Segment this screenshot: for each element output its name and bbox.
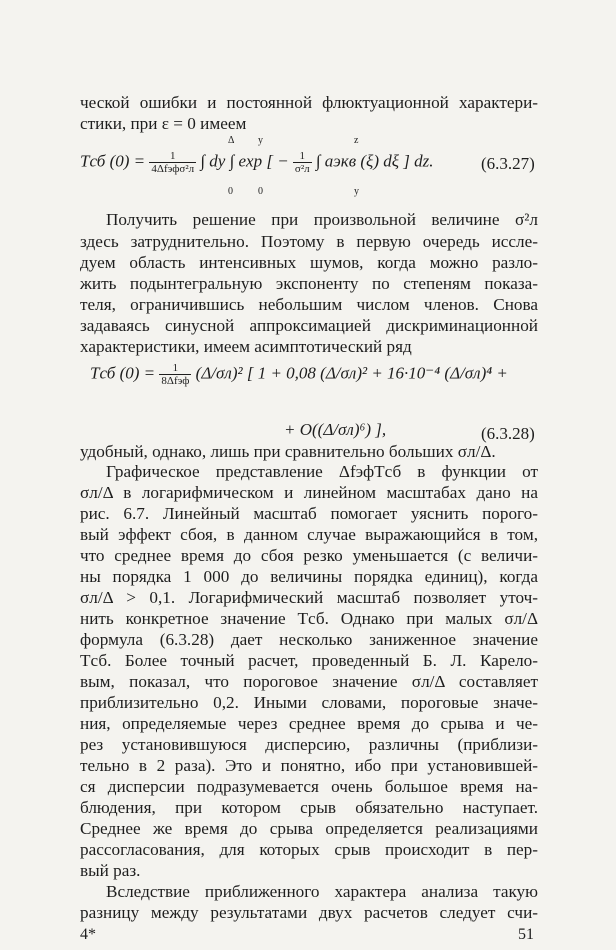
inner-numerator: 1 [293,150,312,163]
equation-fraction [159,362,191,387]
equation-fraction [149,150,196,175]
text-line: Графическое представление ΔfэфTсб в функции от [106,462,538,481]
equation-number: (6.3.27) [481,154,535,173]
text-line: ния, определяемые через среднее время до срыва и че- [80,714,538,733]
text-line: ческой ошибки и постоянной флюктуационной характери- [80,93,538,112]
equation-6-3-28-line1 [90,362,508,387]
equation-6-3-28-line2: + O((Δ/σл)⁶) ], [284,420,387,439]
text-line: жить подынтегральную экспоненту по степеням показа- [80,274,538,293]
limit-inner-upper: z [354,135,359,146]
equation-number: (6.3.28) [481,424,535,443]
signature-mark: 4* [80,926,96,943]
text-line: σл/Δ > 0,1. Логарифмический масштаб позволяет уточ- [80,588,538,607]
text-line: σл/Δ в логарифмическом и линейном масштабах дано на [80,483,538,502]
text-line: ны порядка 1 000 до величины порядка единиц), когда [80,567,538,586]
text-line: рис. 6.7. Линейный масштаб помогает уяснить порого- [80,504,538,523]
text-line: Среднее же время до срыва определяется реализациями [80,819,538,838]
equation-lhs: Tсб (0) = [90,363,156,383]
text-line: характеристики, имеем асимптотический ряд [80,337,412,356]
text-line: разницу между результатами двух расчетов следует счи- [80,903,538,922]
text-line: приблизительно 0,2. Иными словами, пороговые значе- [80,693,538,712]
equation-6-3-27 [80,150,434,175]
limit-outer-upper: Δ [228,135,235,146]
inner-fraction [293,150,312,175]
text-line: дуем область интенсивных шумов, когда можно разло- [80,253,538,272]
text-line: формула (6.3.28) дает несколько заниженное значение [80,630,538,649]
fraction-numerator: 1 [149,150,196,163]
equation-integral-part: ∫ dy ∫ exp [ − [200,151,289,171]
text-line: Tсб. Более точный расчет, проведенный Б. Л. Карело- [80,651,538,670]
text-line: стики, при ε = 0 имеем [80,114,247,133]
fraction-denominator: 4Δfэфσ²л [151,163,195,175]
text-line: рез установившуюся дисперсию, различны (приблизи- [80,735,538,754]
equation-lhs: Tсб (0) = [80,151,146,171]
text-line: задаваясь синусной аппроксимацией дискриминационной [80,316,538,335]
equation-integral-tail: ∫ aэкв (ξ) dξ ] dz. [315,151,434,171]
text-line: блюдения, при котором срыв обязательно наступает. [80,798,538,817]
text-line: теля, ограничившись небольшим числом членов. Снова [80,295,538,314]
text-line: рассогласования, для которых срыв происходит в пер- [80,840,538,859]
text-line: Вследствие приближенного характера анализа такую [106,882,538,901]
limit-mid-upper: y [258,135,263,146]
text-line: ся дисперсии подразумевается очень большое время на- [80,777,538,796]
text-line: нить конкретное значение Tсб. Однако при малых σл/Δ [80,609,538,628]
fraction-numerator: 1 [159,362,191,375]
text-line: удобный, однако, лишь при сравнительно больших σл/Δ. [80,442,496,461]
equation-series: (Δ/σл)² [ 1 + 0,08 (Δ/σл)² + 16·10⁻⁴ (Δ/σл)⁴ + [195,363,508,383]
text-line: здесь затруднительно. Поэтому в первую очередь иссле- [80,232,538,251]
inner-denominator: σ²л [294,163,310,175]
limit-outer-lower: 0 [228,186,233,197]
page-number: 51 [518,926,534,943]
text-line: вый эффект сбоя, в данном случае выражающийся в том, [80,525,538,544]
text-line: Получить решение при произвольной величине σ²л [106,210,538,229]
text-line: тельно в 2 раза). Это и понятно, ибо при установившей- [80,756,538,775]
text-line: вым, показал, что пороговое значение σл/Δ составляет [80,672,538,691]
limit-mid-lower: 0 [258,186,263,197]
text-line: вый раз. [80,861,141,880]
fraction-denominator: 8Δfэф [161,375,190,387]
limit-inner-lower: y [354,186,359,197]
text-line: что среднее время до сбоя резко уменьшается (с величи- [80,546,538,565]
